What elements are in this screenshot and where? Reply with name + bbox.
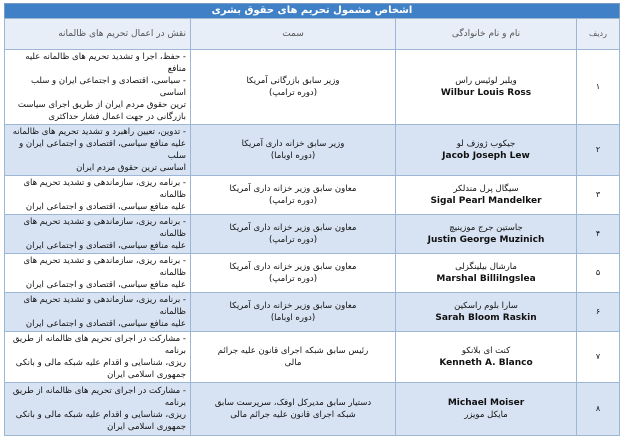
header-name: نام و نام خانوادگی — [396, 19, 577, 50]
table-row — [5, 176, 620, 215]
table-row — [5, 215, 620, 254]
role-line: جمهوری اسلامی ایران — [107, 370, 186, 380]
row-number: ۶ — [577, 293, 620, 332]
position-line: شبکه اجرای قانون علیه جرائم مالی — [230, 410, 356, 420]
position-line: (دوره ترامپ) — [268, 274, 318, 284]
role-line: - حفظ، اجرا و تشدید تحریم های ظالمانه علیه منافع — [25, 52, 186, 74]
person-name-persian: جاستین جرج موزینیچ — [449, 223, 523, 233]
sanctions-table — [4, 18, 620, 436]
position-line: وزیر سابق بازرگانی آمریکا — [246, 76, 340, 86]
row-number: ۲ — [577, 125, 620, 176]
row-number: ۷ — [577, 332, 620, 383]
person-name-english: Sigal Pearl Mandelker — [430, 196, 542, 206]
table-row — [5, 383, 620, 436]
row-number: ۴ — [577, 215, 620, 254]
role-cell — [5, 215, 191, 254]
position-line: (دوره ترامپ) — [268, 235, 318, 245]
person-name-persian: سیگال پرل مندلکر — [453, 184, 519, 194]
person-name-persian: ویلبر لوئیس راس — [455, 76, 517, 86]
row-number: ۱ — [577, 50, 620, 125]
role-cell — [5, 332, 191, 383]
person-name-cell — [396, 215, 577, 254]
position-cell — [191, 176, 396, 215]
role-line: جمهوری اسلامی ایران — [107, 422, 186, 432]
person-name-english: Kenneth A. Blanco — [439, 358, 533, 368]
role-line: - مشارکت در اجرای تحریم های ظالمانه از طریق برنامه — [12, 334, 186, 356]
person-name-persian: سارا بلوم راسکین — [454, 301, 518, 311]
role-line: ترین حقوق مردم ایران از طریق اجرای سیاست — [17, 100, 186, 110]
position-line: رئیس سابق شبکه اجرای قانون علیه جرائم — [217, 346, 369, 356]
row-number: ۸ — [577, 383, 620, 436]
position-line: دستیار سابق مدیرکل اوفک، سرپرست سابق — [214, 398, 372, 408]
role-line: ریزی، شناسایی و اقدام علیه شبکه مالی و بانکی — [15, 358, 186, 368]
position-cell — [191, 293, 396, 332]
role-line: علیه منافع سیاسی، اقتصادی و اجتماعی ایران — [25, 319, 186, 329]
person-name-cell — [396, 50, 577, 125]
role-line: علیه منافع سیاسی، اقتصادی و اجتماعی ایران — [25, 280, 186, 290]
role-line: علیه منافع سیاسی، اقتصادی و اجتماعی ایران — [25, 241, 186, 251]
table-row — [5, 254, 620, 293]
position-cell — [191, 383, 396, 436]
person-name-cell — [396, 332, 577, 383]
role-line: - برنامه ریزی، سازماندهی و تشدید تحریم های ظالمانه — [23, 256, 186, 278]
role-line: - سیاسی، اقتصادی و اجتماعی ایران و سلب اساسی — [31, 76, 186, 98]
header-role: نقش در اعمال تحریم های ظالمانه — [5, 19, 191, 50]
role-line: - تدوین، تعیین راهبرد و تشدید تحریم های ظالمانه — [12, 127, 186, 137]
row-number: ۳ — [577, 176, 620, 215]
role-cell — [5, 383, 191, 436]
position-line: (دوره ترامپ) — [268, 88, 318, 98]
role-cell — [5, 50, 191, 125]
person-name-cell — [396, 176, 577, 215]
person-name-persian: مارشال بیلینگزلی — [455, 262, 517, 272]
position-line: مالی — [284, 358, 302, 368]
person-name-persian: مایکل مویزر — [464, 410, 508, 420]
position-cell — [191, 215, 396, 254]
table-row — [5, 125, 620, 176]
position-cell — [191, 332, 396, 383]
position-cell — [191, 50, 396, 125]
person-name-english: Wilbur Louis Ross — [440, 88, 532, 98]
position-line: معاون سابق وزیر خزانه داری آمریکا — [229, 301, 357, 311]
role-cell — [5, 293, 191, 332]
position-line: (دوره ترامپ) — [268, 196, 318, 206]
role-cell — [5, 176, 191, 215]
person-name-english: Jacob Joseph Lew — [442, 151, 530, 161]
person-name-cell — [396, 254, 577, 293]
person-name-cell — [396, 293, 577, 332]
position-line: معاون سابق وزیر خزانه داری آمریکا — [229, 262, 357, 272]
role-line: علیه منافع سیاسی، اقتصادی و اجتماعی ایران — [25, 202, 186, 212]
role-line: علیه منافع سیاسی، اقتصادی و اجتماعی ایران و سلب — [19, 139, 186, 161]
person-name-cell — [396, 383, 577, 436]
person-name-english: Marshal Billilngslea — [436, 274, 536, 284]
role-line: بازرگانی در جهت اعمال فشار حداکثری — [48, 112, 186, 122]
person-name-persian: کنت ای بلانکو — [461, 346, 511, 356]
position-line: معاون سابق وزیر خزانه داری آمریکا — [229, 184, 357, 194]
position-line: (دوره اوباما) — [270, 313, 316, 323]
header-num: ردیف — [577, 19, 620, 50]
table-header-row — [5, 19, 620, 50]
role-line: - برنامه ریزی، سازماندهی و تشدید تحریم های ظالمانه — [23, 217, 186, 239]
role-line: - برنامه ریزی، سازماندهی و تشدید تحریم های ظالمانه — [23, 178, 186, 200]
person-name-english: Michael Moiser — [447, 398, 525, 408]
person-name-cell — [396, 125, 577, 176]
row-number: ۵ — [577, 254, 620, 293]
position-line: معاون سابق وزیر خزانه داری آمریکا — [229, 223, 357, 233]
role-line: - مشارکت در اجرای تحریم های ظالمانه از طریق برنامه — [12, 386, 186, 408]
role-cell — [5, 254, 191, 293]
position-cell — [191, 125, 396, 176]
header-position: سمت — [191, 19, 396, 50]
role-cell — [5, 125, 191, 176]
table-row — [5, 293, 620, 332]
table-row — [5, 50, 620, 125]
person-name-persian: جیکوب ژوزف لو — [456, 139, 516, 149]
table-row — [5, 332, 620, 383]
position-line: وزیر سابق خزانه داری آمریکا — [241, 139, 345, 149]
role-line: ریزی، شناسایی و اقدام علیه شبکه مالی و بانکی — [15, 410, 186, 420]
position-line: (دوره اوباما) — [270, 151, 316, 161]
table-title: اشخاص مشمول تحریم های حقوق بشری — [4, 3, 620, 19]
role-line: - برنامه ریزی، سازماندهی و تشدید تحریم های ظالمانه — [23, 295, 186, 317]
role-line: اساسی ترین حقوق مردم ایران — [76, 163, 186, 173]
person-name-english: Justin George Muzinich — [427, 235, 545, 245]
position-cell — [191, 254, 396, 293]
person-name-english: Sarah Bloom Raskin — [435, 313, 537, 323]
